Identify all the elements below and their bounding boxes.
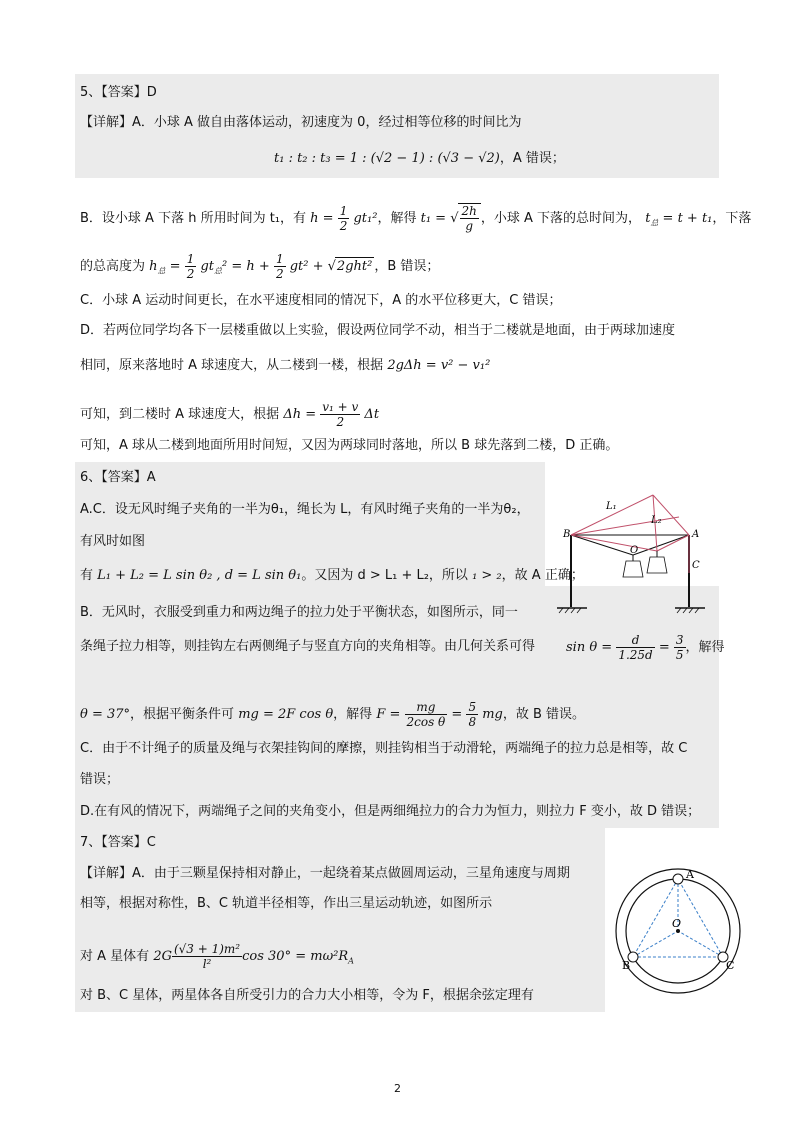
q5-b-text2: ，解得 (377, 211, 417, 226)
shade-q7 (75, 828, 605, 1012)
q5-b-text1: B．设小球 A 下落 h 所用时间为 t₁，有 (80, 211, 307, 226)
q7-answer: 7、【答案】C (80, 835, 156, 850)
q5-b-text4: ，下落 (712, 211, 752, 226)
q6-b8: ，故 B 错误。 (502, 707, 586, 722)
q5-d3-text: 可知，到二楼时 A 球速度大，根据 (80, 407, 280, 422)
q6-c1: C．由于不计绳子的质量及绳与衣架挂钩间的摩擦，则挂钩相当于动滑轮，两端绳子的拉力总是相等，故 C (80, 741, 688, 756)
q5-b-text3: ，小球 A 下落的总时间为， (480, 211, 642, 226)
q7-a2: 相等，根据对称性，B、C 轨道半径相等，作出三星运动轨迹，如图所示 (80, 896, 493, 911)
q6-b-sin-eq: sin θ = $\frac{d}{1.25d}$ = $\frac{3}{5}$ (566, 633, 684, 662)
q5-a-formula: t₁ : t₂ : t₃ = 1 : (√2 − 1) : (√3 − √2) (274, 151, 500, 166)
q5-d4: 可知，A 球从二楼到地面所用时间短，又因为两球同时落地，所以 B 球先落到二楼，D 正确。 (80, 438, 619, 453)
q7-a3-line (80, 942, 354, 971)
fig7-label-C: C (726, 959, 735, 972)
q5-a-formula-line (274, 150, 565, 168)
fig6-label-C: C (692, 560, 700, 571)
q6-ac3e: ，故 A 正确； (501, 568, 584, 583)
clothesline-diagram (553, 487, 713, 617)
q5-d3-eq: Δh = $\frac{\text{v₁ + v}}{2}$ Δt (283, 400, 380, 429)
fig7-label-A: A (686, 868, 694, 881)
q6-ac3d: ₁ > ₂ (472, 568, 502, 583)
q7-a4: 对 B、C 星体，两星体各自所受引力的合力大小相等，令为 F，根据余弦定理有 (80, 988, 534, 1003)
q5-b-line1 (80, 203, 751, 233)
q5-b-eq1: h = $\frac{1}{2}$ gt₁² (310, 204, 378, 233)
q6-ac3a: 有 (80, 568, 94, 583)
q6-b2-text: 条绳子拉力相等，则挂钩左右两侧绳子与竖直方向的夹角相等。由几何关系可得 (80, 639, 536, 654)
q5-b-text5: 的总高度为 (80, 259, 146, 274)
q6-b2-line (80, 638, 535, 656)
q5-b-eq4: $h_总$ = $\frac{1}{2}$ $gt_总^2 = h$ + $\frac{1}{2}$ gt² + √2ght² (149, 252, 373, 281)
fig7-label-O: O (672, 917, 682, 930)
q5-d2-eq: 2gΔh = v² − v₁² (387, 358, 491, 373)
q5-d1: D．若两位同学均各下一层楼重做以上实验，假设两位同学不动，相当于二楼就是地面，由于两球加速度 (80, 323, 676, 338)
q6-b-F-eq: F = $\frac{mg}{\text{2cos θ}}$ = $\frac{5}{8}$ mg (376, 700, 503, 729)
three-star-diagram (612, 865, 752, 995)
fig6-label-A: A (692, 529, 700, 540)
fig6-label-B: B (563, 529, 571, 540)
q7-a3-text: 对 A 星体有 (80, 949, 150, 964)
q5-b-line2 (80, 252, 439, 281)
q7-a1: 【详解】A．由于三颗星保持相对静止，一起绕着某点做圆周运动，三星角速度与周期 (80, 866, 570, 881)
q5-a-text: 【详解】A．小球 A 做自由落体运动，初速度为 0，经过相等位移的时间比为 (80, 115, 522, 130)
q7-a3-eq: 2G $\frac{\text{(√3 + 1)m²}}{\text{l²}}$ $\cos 30^\circ = m\omega^2R_A$ (153, 942, 354, 971)
q6-ac2: 有风时如图 (80, 534, 146, 549)
q6-b4-line (80, 700, 585, 729)
q5-d3-line (80, 400, 379, 429)
q5-b-eq2: t₁ = √ $\frac{2h}{g}$ (421, 211, 481, 226)
q6-b3-text: ，解得 (685, 640, 725, 655)
q6-ac3c: 。又因为 d > L₁ + L₂，所以 (301, 568, 468, 583)
q5-d2-text: 相同，原来落地时 A 球速度大，从二楼到一楼，根据 (80, 358, 384, 373)
q5-b-eq3: $t_总 = t + t_1$ (645, 211, 713, 228)
q6-b7: ，解得 (333, 707, 373, 722)
q5-c: C．小球 A 运动时间更长，在水平速度相同的情况下，A 的水平位移更大，C 错误； (80, 293, 562, 308)
q6-b6: mg = 2F cos θ (238, 707, 334, 722)
q6-ac1: A.C．设无风时绳子夹角的一半为θ₁，绳长为 L，有风时绳子夹角的一半为θ₂， (80, 502, 530, 517)
fig6-label-O: O (630, 545, 639, 556)
q6-b-sin (566, 633, 725, 662)
fig6-label-L1: L₁ (606, 501, 617, 512)
page-number: 2 (394, 1082, 401, 1095)
q6-d: D.在有风的情况下，两端绳子之间的夹角变小，但是两细绳拉力的合力为恒力，则拉力 F 变小，故 D 错误； (80, 804, 701, 819)
q5-a-tail: ，A 错误； (499, 151, 565, 166)
q6-b4: θ = 37° (80, 707, 131, 722)
q6-b5: ，根据平衡条件可 (130, 707, 235, 722)
q6-b1: B．无风时，衣服受到重力和两边绳子的拉力处于平衡状态，如图所示，同一 (80, 605, 518, 620)
q5-d2-line (80, 357, 490, 375)
q6-ac3b: L₁ + L₂ = L sin θ₂ , d = L sin θ₁ (97, 568, 302, 583)
fig7-label-B: B (622, 959, 631, 972)
q5-b-text6: ，B 错误； (374, 259, 440, 274)
q5-answer: 5、【答案】D (80, 85, 157, 100)
q6-answer: 6、【答案】A (80, 470, 156, 485)
q6-ac3-line (80, 567, 584, 585)
q6-c2: 错误； (80, 772, 120, 787)
fig6-label-L2: L₂ (651, 515, 662, 526)
